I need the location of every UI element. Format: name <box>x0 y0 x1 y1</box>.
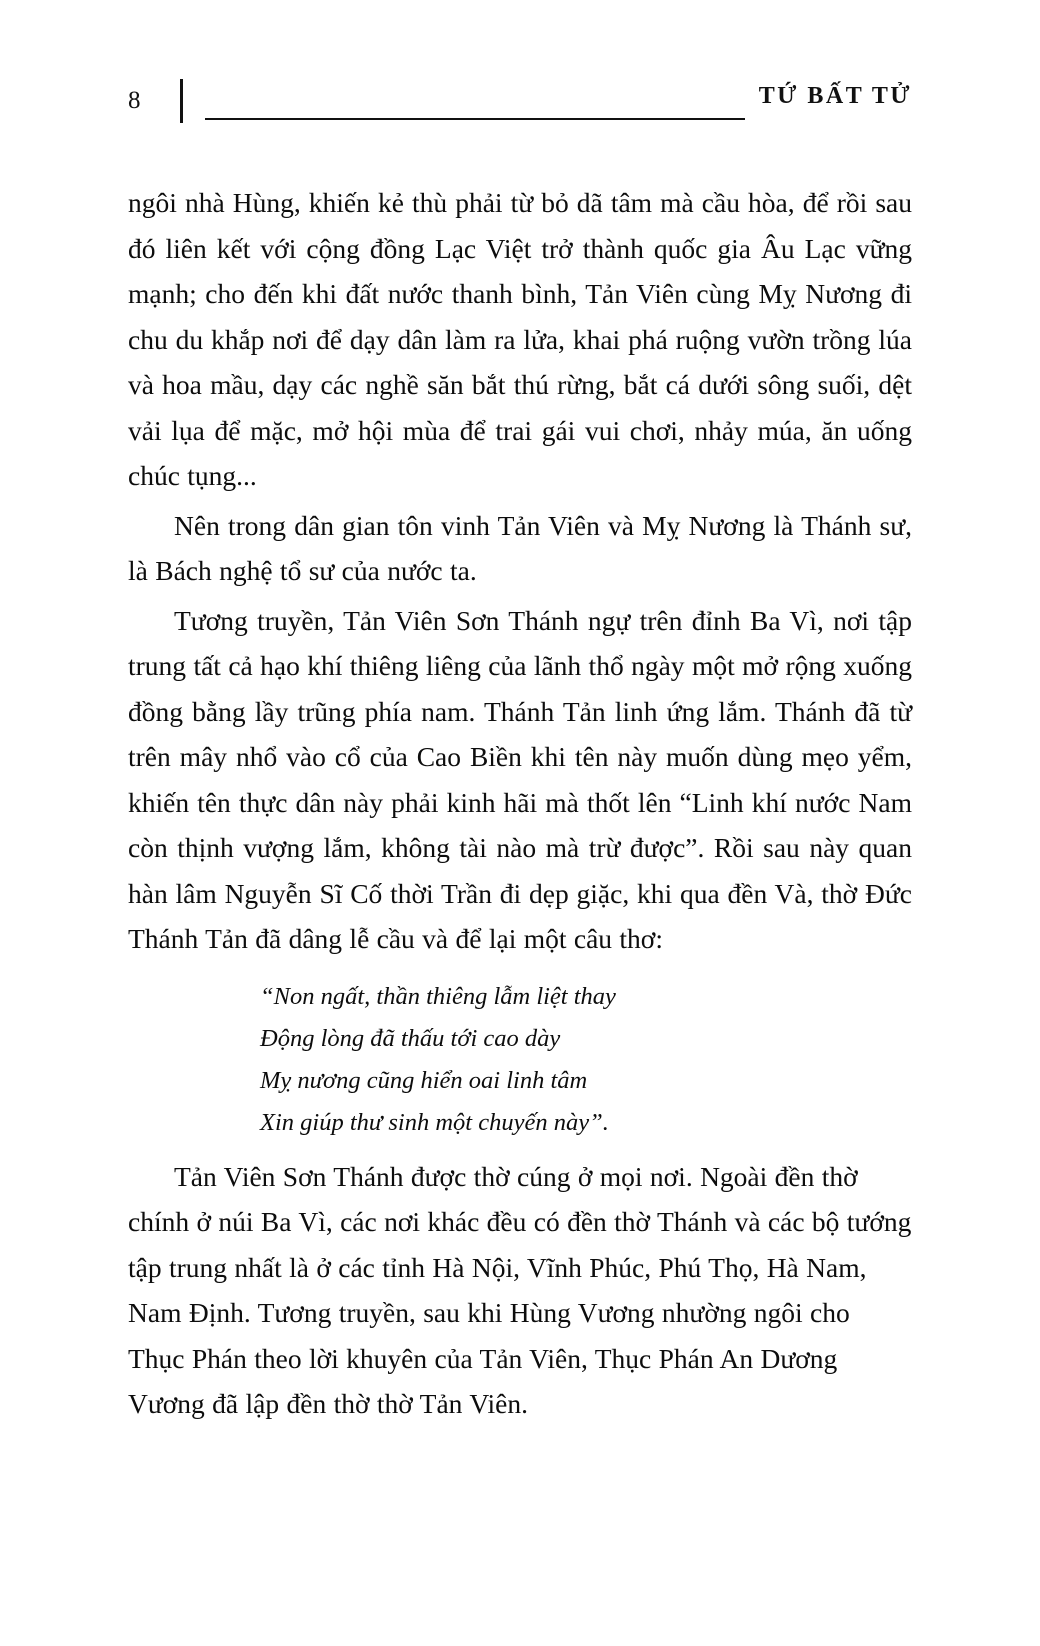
page-number: 8 <box>128 87 141 114</box>
page-body <box>128 180 912 1431</box>
paragraph: ngôi nhà Hùng, khiến kẻ thù phải từ bỏ dã tâm mà cầu hòa, để rồi sau đó liên kết với cộng đồng Lạc Việt trở thành quốc gia Âu Lạc vững mạnh; cho đến khi đất nước thanh bình, Tản Viên cùng Mỵ Nương đi chu du khắp nơi để dạy dân làm ra lửa, khai phá ruộng vườn trồng lúa và hoa mầu, dạy các nghề săn bắt thú rừng, bắt cá dưới sông suối, dệt vải lụa để mặc, mở hội mùa để trai gái vui chơi, nhảy múa, ăn uống chúc tụng... <box>128 187 912 491</box>
paragraph: Nên trong dân gian tôn vinh Tản Viên và Mỵ Nương là Thánh sư, là Bách nghệ tổ sư của nước ta. <box>128 509 912 586</box>
page-header <box>128 78 912 124</box>
verse-line: “Non ngất, thần thiêng lẫm liệt thay <box>260 982 616 1010</box>
paragraph: Tản Viên Sơn Thánh được thờ cúng ở mọi nơi. Ngoài đền thờ chính ở núi Ba Vì, các nơi khác đều có đền thờ Thánh và các bộ tướng tập trung nhất là ở các tỉnh Hà Nội, Vĩnh Phúc, Phú Thọ, Hà Nam, Nam Định. Tương truyền, sau khi Hùng Vương nhường ngôi cho Thục Phán theo lời khuyên của Tản Viên, Thục Phán An Dương Vương đã lập đền thờ thờ Tản Viên. <box>128 1160 912 1419</box>
header-divider <box>180 79 183 123</box>
book-title: TỨ BẤT TỬ <box>745 83 912 120</box>
paragraph: Tương truyền, Tản Viên Sơn Thánh ngự trên đỉnh Ba Vì, nơi tập trung tất cả hạo khí thiêng liêng của lãnh thổ ngày một mở rộng xuống đồng bằng lầy trũng phía nam. Thánh Tản linh ứng lắm. Thánh đã từ trên mây nhổ vào cổ của Cao Biền khi tên này muốn dùng mẹo yểm, khiến tên thực dân này phải kinh hãi mà thốt lên “Linh khí nước Nam còn thịnh vượng lắm, không tài nào mà trừ được”. Rồi sau này quan hàn lâm Nguyễn Sĩ Cố thời Trần đi dẹp giặc, khi qua đền Và, thờ Đức Thánh Tản đã dâng lễ cầu và để lại một câu thơ: <box>128 604 912 954</box>
verse-block <box>128 976 912 1144</box>
verse-line: Động lòng đã thấu tới cao dày <box>260 1024 561 1052</box>
verse-line: Xin giúp thư sinh một chuyến này”. <box>260 1108 609 1136</box>
verse-line: Mỵ nương cũng hiển oai linh tâm <box>260 1066 588 1094</box>
header-rule-wrap <box>205 79 912 123</box>
